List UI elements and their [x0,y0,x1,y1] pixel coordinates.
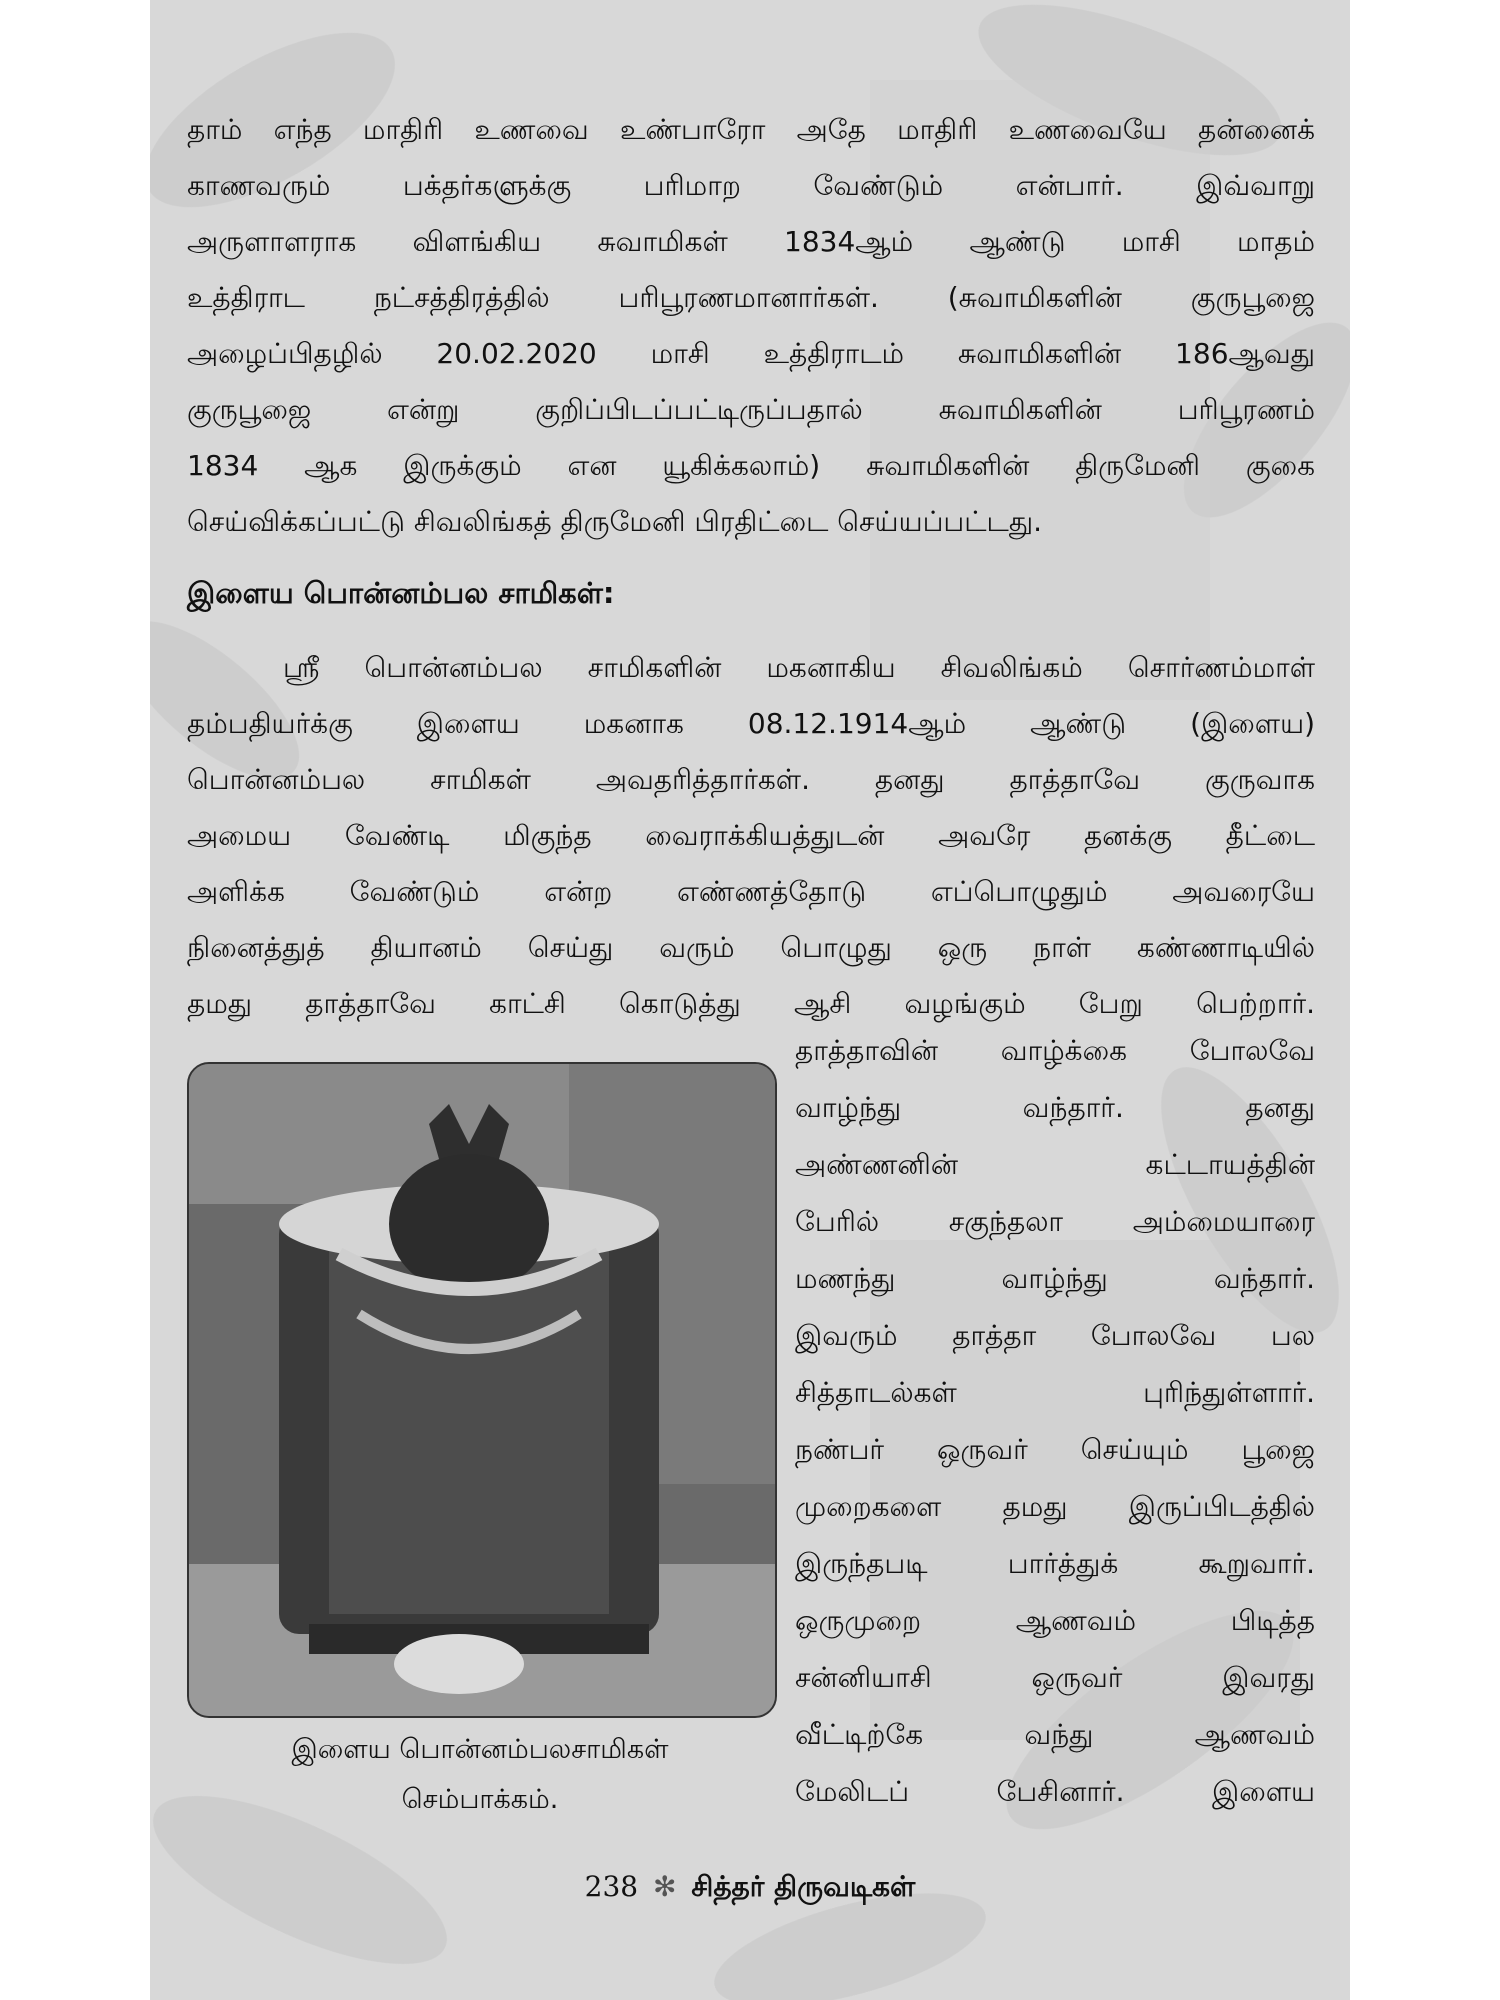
text-line: முறைகளை தமது இருப்பிடத்தில் [795,1490,1315,1523]
text-line: வீட்டிற்கே வந்து ஆணவம் [795,1718,1315,1751]
text-line: மணந்து வாழ்ந்து வந்தார். [795,1262,1315,1295]
caption-line: இளைய பொன்னம்பலசாமிகள் [291,1734,669,1765]
text-line: மேலிடப் பேசினார். இளைய [795,1775,1315,1808]
text-line: அண்ணனின் கட்டாயத்தின் [795,1148,1315,1181]
text-line: வாழ்ந்து வந்தார். தனது [795,1091,1315,1124]
text-line: நண்பர் ஒருவர் செய்யும் பூஜை [795,1433,1315,1466]
book-page [150,0,1350,2000]
asterisk-icon: ✻ [653,1870,677,1903]
text-line: இவரும் தாத்தா போலவே பல [795,1319,1315,1352]
shrine-photo [187,1062,777,1718]
text-line: தமது தாத்தாவே காட்சி கொடுத்து ஆசி வழங்கும் பேறு பெற்றார். [187,987,1315,1020]
caption-line: செம்பாக்கம். [401,1784,559,1815]
text-line: காணவரும் பக்தர்களுக்கு பரிமாற வேண்டும் என்பார். இவ்வாறு [187,169,1315,202]
text-line: சித்தாடல்கள் புரிந்துள்ளார். [795,1376,1315,1409]
side-text [795,1022,1315,1820]
photo-caption [187,1725,773,1825]
text-line: தாத்தாவின் வாழ்க்கை போலவே [795,1034,1315,1067]
paragraph-2 [187,640,1315,1032]
shrine-photo-image [189,1064,775,1716]
text-line: அழைப்பிதழில் 20.02.2020 மாசி உத்திராடம் சுவாமிகளின் 186ஆவது [187,337,1315,370]
section-heading: இளைய பொன்னம்பல சாமிகள்: [187,576,615,610]
text-line: 1834 ஆக இருக்கும் என யூகிக்கலாம்) சுவாமிகளின் திருமேனி குகை [187,449,1315,482]
text-line: சன்னியாசி ஒருவர் இவரது [795,1661,1315,1694]
text-line: தம்பதியர்க்கு இளைய மகனாக 08.12.1914ஆம் ஆண்டு (இளைய) [187,707,1315,740]
text-line: ஸ்ரீ பொன்னம்பல சாமிகளின் மகனாகிய சிவலிங்கம் சொர்ணம்மாள் [283,651,1315,684]
text-line: அருளாளராக விளங்கிய சுவாமிகள் 1834ஆம் ஆண்டு மாசி மாதம் [187,225,1315,258]
page-number: 238 [584,1870,639,1903]
text-line: தாம் எந்த மாதிரி உணவை உண்பாரோ அதே மாதிரி உணவையே தன்னைக் [187,113,1315,146]
text-line: அளிக்க வேண்டும் என்ற எண்ணத்தோடு எப்பொழுதும் அவரையே [187,875,1315,908]
paragraph-1 [187,102,1315,550]
text-line: குருபூஜை என்று குறிப்பிடப்பட்டிருப்பதால் சுவாமிகளின் பரிபூரணம் [187,393,1315,426]
text-line: அமைய வேண்டி மிகுந்த வைராக்கியத்துடன் அவரே தனக்கு தீட்டை [187,819,1315,852]
text-line: உத்திராட நட்சத்திரத்தில் பரிபூரணமானார்கள். (சுவாமிகளின் குருபூஜை [187,281,1315,314]
text-line: பொன்னம்பல சாமிகள் அவதரித்தார்கள். தனது தாத்தாவே குருவாக [187,763,1315,796]
page-footer [150,1870,1350,1907]
text-line: செய்விக்கப்பட்டு சிவலிங்கத் திருமேனி பிரதிட்டை செய்யப்பட்டது. [187,505,1042,538]
text-line: இருந்தபடி பார்த்துக் கூறுவார். [795,1547,1315,1580]
book-title: சித்தர் திருவடிகள் [691,1870,916,1903]
text-line: நினைத்துத் தியானம் செய்து வரும் பொழுது ஒரு நாள் கண்ணாடியில் [187,931,1315,964]
text-line: ஒருமுறை ஆணவம் பிடித்த [795,1604,1315,1637]
text-line: பேரில் சகுந்தலா அம்மையாரை [795,1205,1315,1238]
